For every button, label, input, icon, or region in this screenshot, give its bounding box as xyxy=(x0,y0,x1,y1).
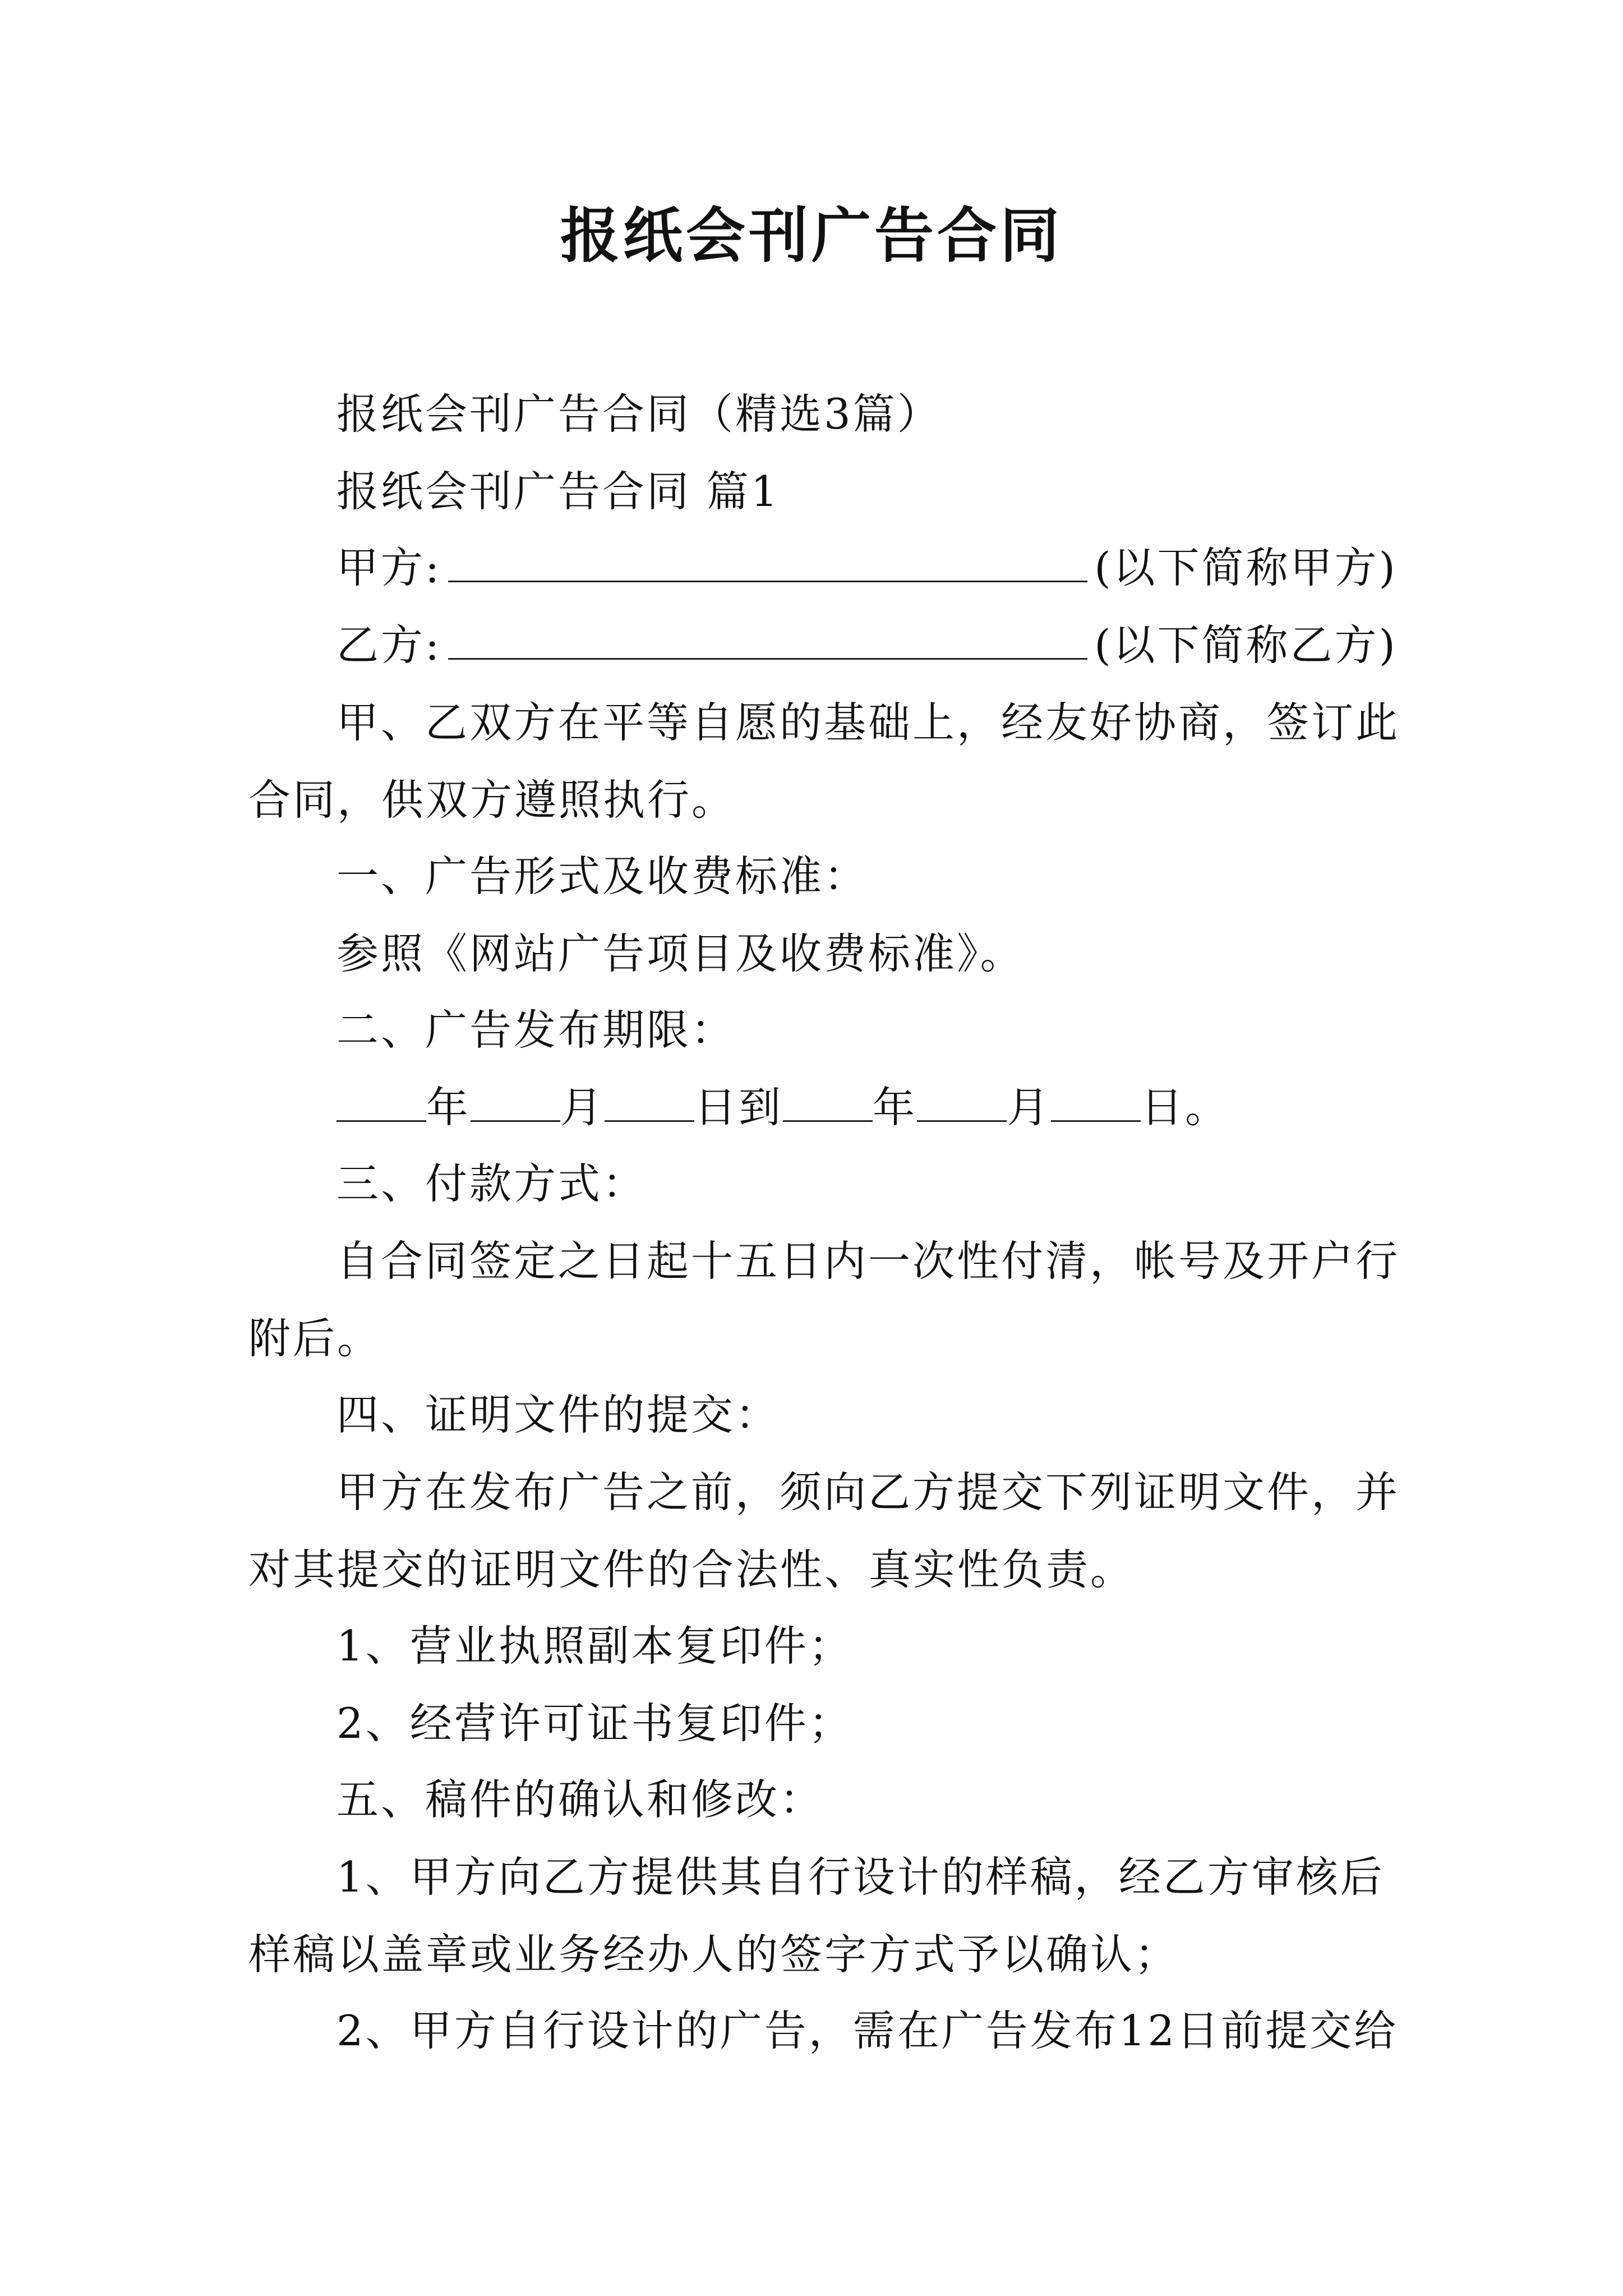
paragraph-line: 自合同签定之日起十五日内一次性付清，帐号及开户行 xyxy=(336,1236,1400,1286)
list-item: 2、甲方自行设计的广告，需在广告发布12日前提交给 xyxy=(336,2006,1399,2055)
party-a-label: 甲方: xyxy=(336,543,442,592)
paragraph-line: 甲方在发布广告之前，须向乙方提交下列证明文件，并 xyxy=(336,1467,1400,1517)
date-blank xyxy=(917,1081,1007,1122)
paragraph-line: 合同，供双方遵照执行。 xyxy=(248,775,736,825)
paragraph-line: 对其提交的证明文件的合法性、真实性负责。 xyxy=(248,1545,1135,1594)
date-blank xyxy=(336,1081,426,1122)
party-a-line xyxy=(336,540,1398,596)
paragraph-line: 样稿以盖章或业务经办人的签字方式予以确认； xyxy=(248,1930,1179,1979)
document-subtitle: 报纸会刊广告合同（精选3篇） xyxy=(336,389,942,439)
paragraph-line: 附后。 xyxy=(248,1314,382,1363)
party-b-blank xyxy=(448,619,1087,660)
party-a-suffix: (以下简称甲方) xyxy=(1094,543,1398,592)
party-b-suffix: (以下简称乙方) xyxy=(1094,620,1398,670)
party-b-line xyxy=(336,617,1398,673)
list-item: 1、营业执照副本复印件； xyxy=(336,1621,853,1671)
section-heading: 报纸会刊广告合同 篇1 xyxy=(336,467,780,516)
date-label: 月 xyxy=(1007,1083,1052,1132)
date-range-line xyxy=(336,1079,1229,1135)
paragraph-line: 参照《网站广告项目及收费标准》。 xyxy=(336,929,1025,978)
document-title: 报纸会刊广告合同 xyxy=(560,200,1063,270)
date-blank xyxy=(471,1081,560,1122)
date-blank xyxy=(605,1081,694,1122)
clause-heading: 三、付款方式： xyxy=(336,1159,647,1208)
party-b-label: 乙方: xyxy=(336,620,442,670)
date-blank xyxy=(1051,1081,1141,1122)
date-label: 年 xyxy=(873,1083,917,1132)
clause-heading: 四、证明文件的提交： xyxy=(336,1390,780,1439)
date-blank xyxy=(783,1081,873,1122)
date-label: 日到 xyxy=(694,1083,783,1132)
clause-heading: 五、稿件的确认和修改： xyxy=(336,1775,824,1824)
party-a-blank xyxy=(448,541,1087,582)
clause-heading: 一、广告形式及收费标准： xyxy=(336,852,869,901)
date-label: 日。 xyxy=(1141,1083,1230,1132)
date-label: 年 xyxy=(426,1083,471,1132)
paragraph-line: 甲、乙双方在平等自愿的基础上，经友好协商，签订此 xyxy=(336,698,1400,747)
list-item: 1、甲方向乙方提供其自行设计的样稿，经乙方审核后 xyxy=(336,1852,1385,1902)
date-label: 月 xyxy=(560,1083,605,1132)
list-item: 2、经营许可证书复印件； xyxy=(336,1699,853,1748)
clause-heading: 二、广告发布期限： xyxy=(336,1005,736,1055)
